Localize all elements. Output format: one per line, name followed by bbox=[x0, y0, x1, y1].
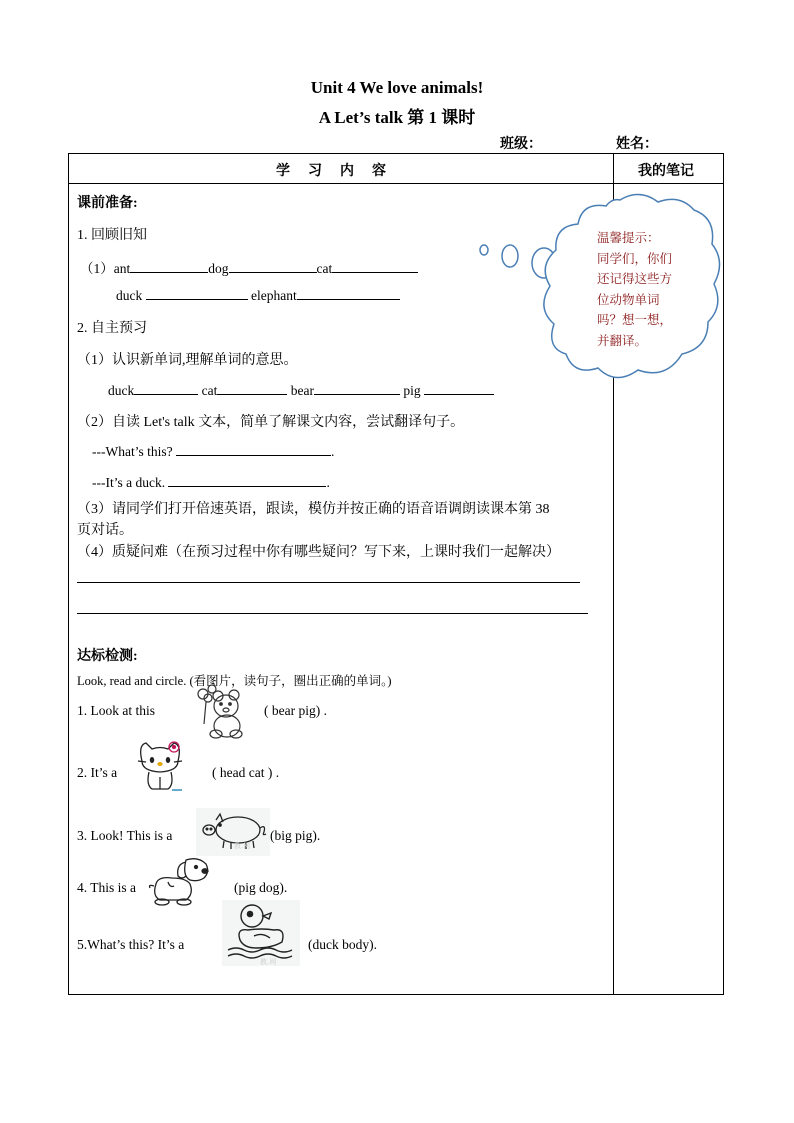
test-item-5-options[interactable]: (duck body). bbox=[308, 937, 377, 952]
hello-kitty-picture bbox=[134, 737, 186, 793]
question-writing-line[interactable] bbox=[77, 582, 580, 583]
worksheet-subtitle: A Let’s talk 第 1 课时 bbox=[318, 108, 476, 127]
test-item-1-options[interactable]: ( bear pig) . bbox=[264, 703, 327, 718]
preview-label: 2. 自主预习 bbox=[77, 321, 147, 336]
test-item-4: 4. This is a bbox=[77, 880, 137, 895]
duck-blank[interactable] bbox=[146, 287, 248, 300]
test-instruction: Look, read and circle. (看图片，读句子，圈出正确的单词。) bbox=[77, 674, 392, 688]
bear-picture bbox=[194, 684, 246, 740]
word-blank[interactable] bbox=[217, 382, 287, 395]
review-line-2: duck elephant bbox=[116, 287, 400, 304]
worksheet-title: Unit 4 We love animals! bbox=[310, 78, 484, 97]
review-label: 1. 回顾旧知 bbox=[77, 228, 147, 243]
preview-task-2: （2）自读 Let's talk 文本，简单了解课文内容，尝试翻译句子。 bbox=[77, 415, 465, 430]
test-item-5: 5.What’s this? It’s a bbox=[77, 937, 185, 952]
test-item-1: 1. Look at this bbox=[77, 703, 155, 718]
test-item-2-options[interactable]: ( head cat ) . bbox=[212, 765, 280, 780]
content-column-header: 学 习 内 容 bbox=[276, 164, 388, 179]
question-writing-line[interactable] bbox=[77, 613, 588, 614]
cat-blank[interactable] bbox=[332, 260, 418, 273]
question-what-is-this: ---What’s this? . bbox=[92, 444, 335, 459]
test-heading: 达标检测: bbox=[77, 649, 138, 664]
pig-picture bbox=[196, 808, 270, 856]
new-words-line: duck cat bear pig bbox=[108, 382, 494, 399]
ant-blank[interactable] bbox=[130, 260, 208, 273]
class-label: 班级： bbox=[500, 137, 542, 152]
word-blank[interactable] bbox=[314, 382, 400, 395]
preview-task-1: （1）认识新单词,理解单词的意思。 bbox=[77, 353, 298, 368]
name-label: 姓名： bbox=[616, 137, 658, 152]
review-line-1: （1）ant dog cat bbox=[80, 257, 418, 277]
translation-blank[interactable] bbox=[168, 474, 326, 487]
translation-blank[interactable] bbox=[176, 443, 331, 456]
svg-text:教.网: 教.网 bbox=[260, 958, 277, 966]
test-item-3-options[interactable]: (big pig). bbox=[270, 828, 321, 843]
elephant-blank[interactable] bbox=[297, 287, 400, 300]
preview-task-3a: （3）请同学们打开倍速英语，跟读，模仿并按正确的语音语调朗读课本第 38 bbox=[77, 502, 550, 517]
word-blank[interactable] bbox=[134, 382, 198, 395]
dog-picture bbox=[146, 854, 212, 908]
preview-task-4: （4）质疑问难（在预习过程中你有哪些疑问？写下来，上课时我们一起解决） bbox=[77, 545, 560, 560]
test-item-4-options[interactable]: (pig dog). bbox=[234, 880, 288, 895]
preview-task-3b: 页对话。 bbox=[77, 523, 133, 538]
prep-heading: 课前准备: bbox=[77, 196, 138, 211]
test-item-2: 2. It’s a bbox=[77, 765, 118, 780]
duck-picture bbox=[222, 900, 300, 966]
question-its-a-duck: ---It’s a duck. . bbox=[92, 475, 330, 490]
svg-text:教.网: 教.网 bbox=[234, 842, 251, 850]
notes-column-header: 我的笔记 bbox=[638, 164, 694, 179]
test-item-3: 3. Look! This is a bbox=[77, 828, 173, 843]
tip-text: 温馨提示： 同学们，你们 还记得这些方 位动物单词 吗？想一想， 并翻译。 bbox=[597, 230, 673, 348]
header-divider bbox=[68, 183, 724, 184]
dog-blank[interactable] bbox=[229, 260, 317, 273]
